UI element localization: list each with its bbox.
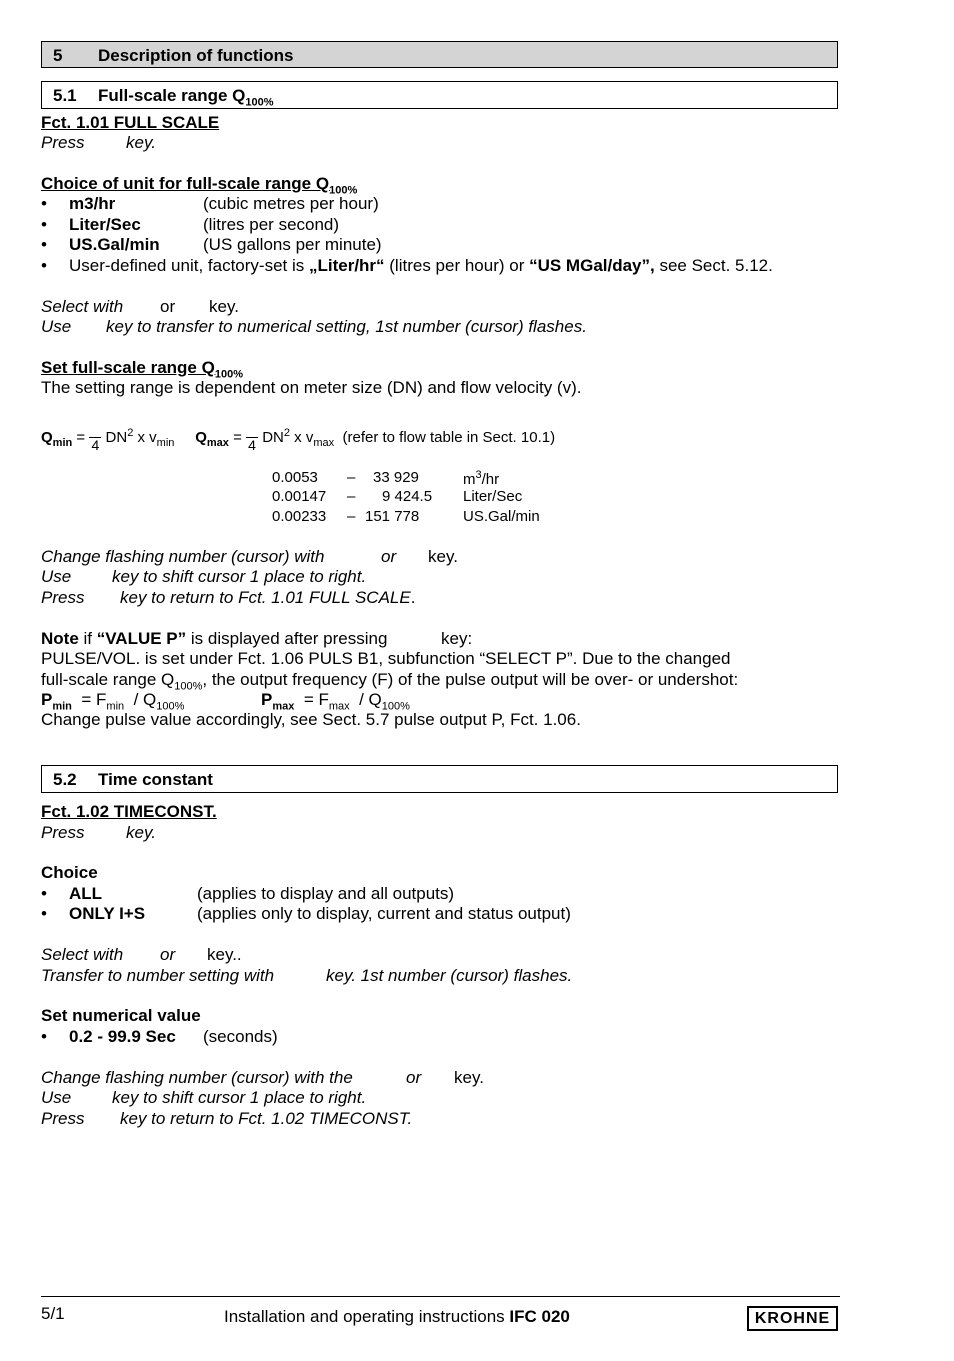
option-desc: (applies to display and all outputs) (197, 884, 455, 903)
select-key: key.. (207, 945, 242, 964)
fraction: 4 (246, 429, 258, 446)
function-heading: Fct. 1.01 FULL SCALE (41, 113, 220, 132)
press-return: Press (41, 1109, 85, 1128)
unit-name: US.Gal/min (69, 235, 160, 254)
change-pulse-text: Change pulse value accordingly, see Sect. 5.7 pulse output P, Fct. 1.06. (41, 710, 581, 729)
footer-divider (41, 1296, 840, 1297)
change-key: key. (428, 547, 458, 566)
unit-name: Liter/Sec (69, 215, 141, 234)
transfer-instruction: Transfer to number setting with (41, 966, 275, 985)
footer-title: Installation and operating instructions IFC 020 (224, 1307, 570, 1326)
bullet: • (41, 884, 47, 903)
range-min: 0.0053 (272, 469, 318, 486)
bullet: • (41, 1027, 47, 1046)
range-max: 33 929 (373, 469, 419, 486)
bullet: • (41, 904, 47, 923)
choice-heading: Choice of unit for full-scale range $Q_{100\%}$ (41, 174, 358, 197)
unit-desc: (litres per second) (203, 215, 340, 234)
range-unit: US.Gal/min (463, 508, 540, 525)
formula: $Q_{min}$ = 4 $DN^2$ x $v_{min}$ $Q_{max}$ = 4 $DN^2$ x $v_{max}$ (refer to flow table in Sect. 10.1) (41, 427, 556, 453)
select-instruction: Select with (41, 945, 124, 964)
pulse-text-2: full-scale range $Q_{100\%}$, the output frequency (F) of the pulse output will be over- or undershot: (41, 670, 739, 693)
range-dash: – (347, 508, 356, 525)
change-or: or (381, 547, 397, 566)
note-key: key: (441, 629, 473, 648)
value-unit: (seconds) (203, 1027, 278, 1046)
range-max: 151 778 (365, 508, 420, 525)
range-max: 9 424.5 (382, 488, 433, 505)
option-name: ALL (69, 884, 103, 903)
select-or: or (160, 297, 176, 316)
press-instruction-key: key. (126, 133, 156, 152)
brand-logo: KROHNE (747, 1306, 838, 1331)
section-header (41, 41, 838, 68)
section-title: Description of functions (98, 46, 294, 65)
option-name: ONLY I+S (69, 904, 146, 923)
change-or: or (406, 1068, 422, 1087)
range-unit: $m^3/hr$ (463, 469, 500, 488)
select-or: or (160, 945, 176, 964)
subsection-header-5-1 (41, 81, 838, 109)
fraction: 4 (89, 429, 101, 446)
bullet: • (41, 215, 47, 234)
function-heading: Fct. 1.02 TIMECONST. (41, 802, 217, 821)
press-return: Press (41, 588, 85, 607)
bullet: • (41, 256, 47, 275)
range-dash: – (347, 488, 356, 505)
change-instruction: Change flashing number (cursor) with (41, 547, 325, 566)
pulse-text-1: PULSE/VOL. is set under Fct. 1.06 PULS B1, subfunction “SELECT P”. Due to the changed (41, 649, 731, 668)
use-instruction: Use (41, 1088, 72, 1107)
press-return-text: key to return to Fct. 1.01 FULL SCALE. (120, 588, 416, 607)
select-key: key. (209, 297, 239, 316)
set-range-description: The setting range is dependent on meter size (DN) and flow velocity (v). (41, 378, 582, 397)
subsection-header-5-2 (41, 765, 838, 793)
section-number: 5 (53, 46, 63, 65)
pmin-formula: $P_{min} = F_{min} / Q_{100\%}$ (41, 690, 185, 713)
use-instruction: Use (41, 567, 72, 586)
bullet: • (41, 235, 47, 254)
press-instruction-key: key. (126, 823, 156, 842)
unit-desc: (US gallons per minute) (203, 235, 382, 254)
range-unit: Liter/Sec (463, 488, 523, 505)
range-dash: – (347, 469, 356, 486)
subsection-title: Time constant (98, 770, 213, 789)
use-instruction: Use (41, 317, 72, 336)
range-min: 0.00233 (272, 508, 327, 525)
choice-heading: Choice (41, 863, 98, 882)
page-number: 5/1 (41, 1304, 65, 1323)
subsection-number: 5.1 (53, 86, 77, 105)
unit-desc: (cubic metres per hour) (203, 194, 379, 213)
pmax-formula: $P_{max} = F_{max} / Q_{100\%}$ (261, 690, 410, 713)
press-instruction: Press (41, 823, 85, 842)
set-value-heading: Set numerical value (41, 1006, 201, 1025)
note: Note if “VALUE P” is displayed after pressing (41, 629, 388, 648)
option-desc: (applies only to display, current and status output) (197, 904, 571, 923)
value-range: 0.2 - 99.9 Sec (69, 1027, 176, 1046)
transfer-instruction-text: key. 1st number (cursor) flashes. (326, 966, 573, 985)
subsection-title: Full-scale range $Q_{100\%}$ (98, 86, 274, 109)
bullet: • (41, 194, 47, 213)
change-instruction: Change flashing number (cursor) with the (41, 1068, 353, 1087)
press-instruction: Press (41, 133, 85, 152)
subsection-number: 5.2 (53, 770, 77, 789)
use-instruction-text: key to shift cursor 1 place to right. (112, 1088, 367, 1107)
unit-name: m3/hr (69, 194, 116, 213)
range-min: 0.00147 (272, 488, 327, 505)
use-instruction-text: key to shift cursor 1 place to right. (112, 567, 367, 586)
use-instruction-text: key to transfer to numerical setting, 1st number (cursor) flashes. (106, 317, 587, 336)
set-range-heading: Set full-scale range $Q_{100\%}$ (41, 358, 243, 381)
press-return-text: key to return to Fct. 1.02 TIMECONST. (120, 1109, 413, 1128)
select-instruction: Select with (41, 297, 124, 316)
change-key: key. (454, 1068, 484, 1087)
user-defined-unit: User-defined unit, factory-set is „Liter/hr“ (litres per hour) or “US MGal/day”, see Sect. 5.12. (69, 256, 773, 275)
